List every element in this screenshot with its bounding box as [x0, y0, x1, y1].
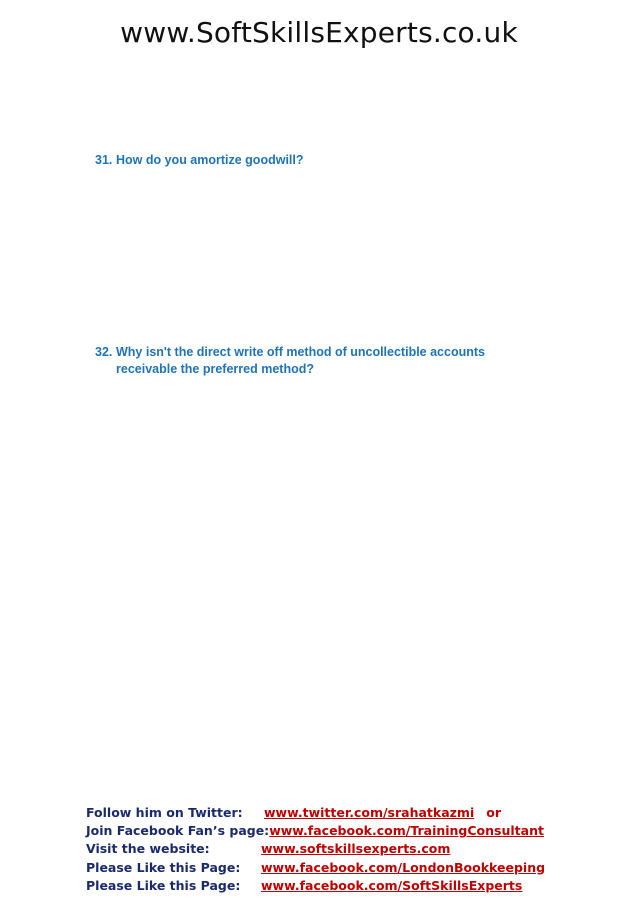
question-text: Why isn't the direct write off method of uncollectible accounts receivable the preferred method? — [116, 345, 485, 376]
footer-row-facebook-fan — [86, 822, 556, 840]
footer-suffix: or — [486, 805, 501, 820]
question-31 — [95, 152, 515, 169]
footer-row-website — [86, 840, 556, 858]
facebook-softskills-link[interactable]: www.facebook.com/SoftSkillsExperts — [261, 877, 523, 893]
footer-label: Follow him on Twitter: — [86, 805, 243, 820]
footer-row-softskills — [86, 877, 556, 895]
question-text: How do you amortize goodwill? — [116, 153, 304, 167]
question-number: 32. — [95, 345, 113, 359]
footer-label: Join Facebook Fan’s page: — [86, 823, 270, 839]
facebook-training-link[interactable]: www.facebook.com/TrainingConsultant — [269, 823, 544, 839]
footer-label: Please Like this Page: — [86, 859, 241, 875]
footer-label: Visit the website: — [86, 841, 210, 857]
facebook-london-link[interactable]: www.facebook.com/LondonBookkeeping — [261, 859, 546, 875]
footer-label: Please Like this Page: — [86, 877, 241, 893]
site-title: www.SoftSkillsExperts.co.uk — [120, 16, 518, 49]
question-number: 31. — [95, 153, 113, 167]
website-link[interactable]: www.softskillsexperts.com — [261, 841, 451, 857]
footer-row-london-bookkeeping — [86, 859, 556, 877]
question-32 — [95, 344, 515, 378]
footer-row-twitter — [86, 804, 556, 822]
footer-links — [86, 804, 556, 895]
twitter-link[interactable]: www.twitter.com/srahatkazmi — [264, 805, 475, 820]
